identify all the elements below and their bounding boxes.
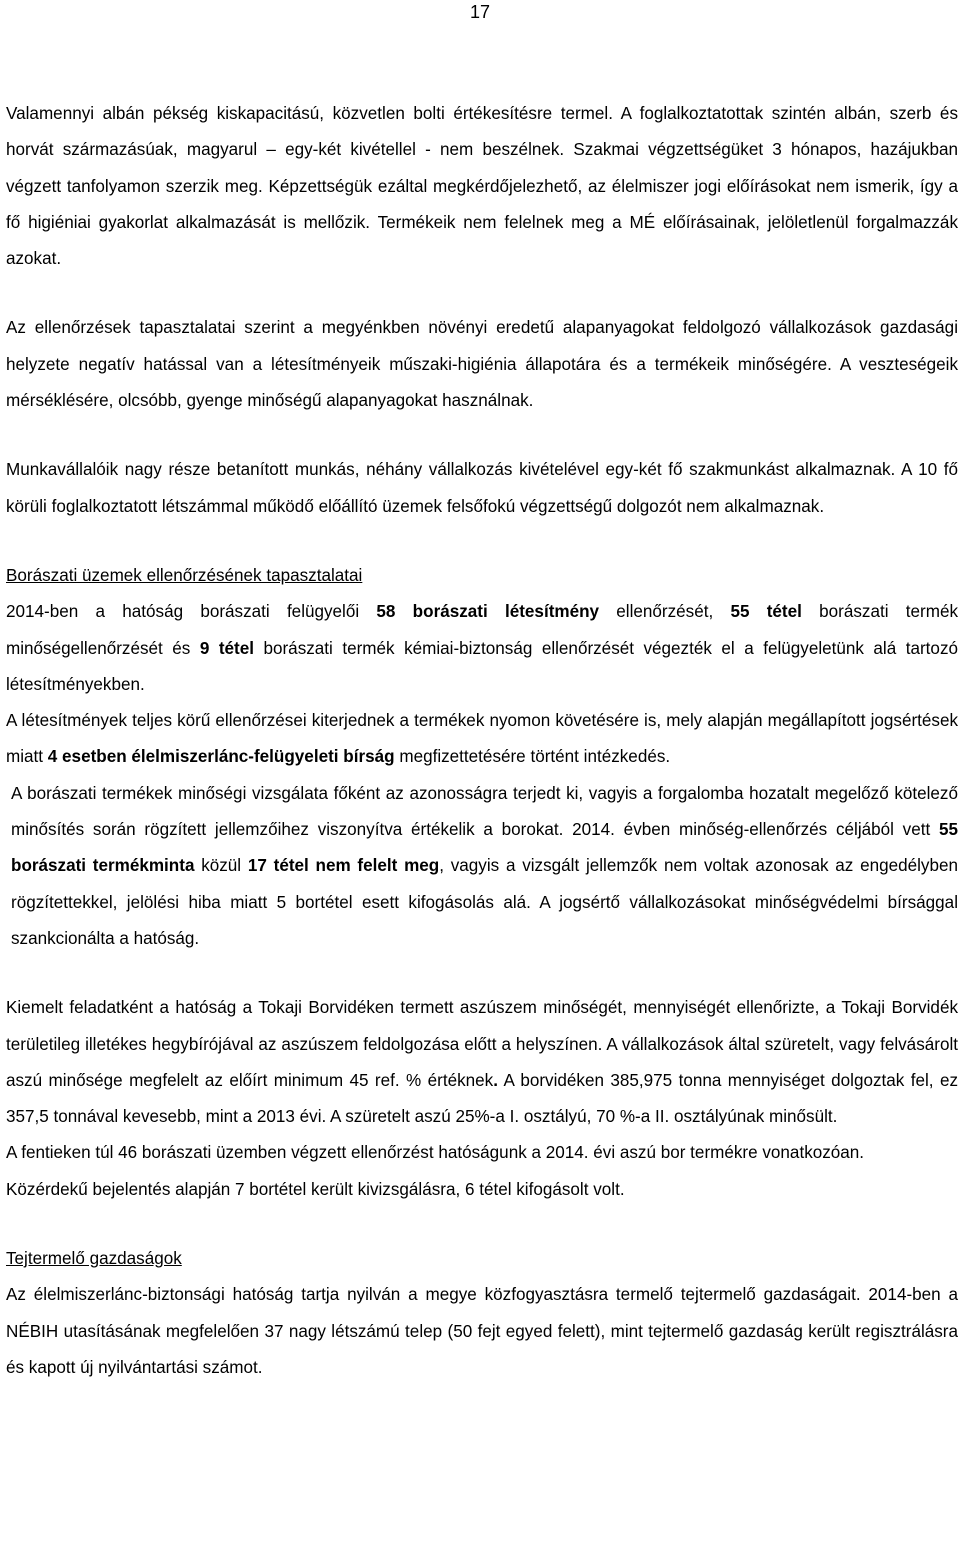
bold-text: 55 borászati termékminta <box>11 820 958 876</box>
paragraph-dairy-farms: Az élelmiszerlánc-biztonsági hatóság tartja nyilván a megye közfogyasztásra termelő tejtermelő gazdaságait. 2014-ben a NÉBIH utasításának megfelelően 37 nagy létszámú telep (50 fejt egyed felett), mint tejtermelő gazdaság került regisztrálásra és kapott új nyilvántartási számot. <box>6 1285 958 1377</box>
paragraph-public-reports: Közérdekű bejelentés alapján 7 bortétel került kivizsgálásra, 6 tétel kifogásolt volt. <box>6 1179 625 1199</box>
text-run: A borászati termékek minőségi vizsgálata főként az azonosságra terjedt ki, vagyis a forgalomba hozatalt megelőző kötelező minősítés során rögzített jellemzőihez viszonyítva értékelik a borokat. 2014. évben minőség-ellenőrzés céljából vett <box>11 783 958 840</box>
text-run: , vagyis a vizsgált jellemzők nem voltak azonosak az engedélyben rögzítettekkel, jelölési hiba miatt 5 bortétel esett kifogásolás alá. A jogsértő vállalkozásokat minőségvédelmi bírsággal szankcionálta a hatóság. <box>11 856 958 948</box>
document-body <box>6 96 958 1386</box>
bold-text: 17 tétel nem felelt meg <box>247 856 440 876</box>
spacer <box>6 419 958 452</box>
paragraph-employees: Munkavállalóik nagy része betanított munkás, néhány vállalkozás kivételével egy-két fő szakmunkást alkalmaznak. A 10 fő körüli foglalkoztatott létszámmal működő előállító üzemek felsőfokú végzettségű dolgozót nem alkalmaznak. <box>6 460 958 516</box>
paragraph-inspection-experience: Az ellenőrzések tapasztalatai szerint a megyénkben növényi eredetű alapanyagokat feldolgozó vállalkozások gazdasági helyzete negatív hatással van a létesítményeik műszaki-higiénia állapotára és a termékeik minőségére. A veszteségeik mérséklésére, olcsóbb, gyenge minőségű alapanyagokat használnak. <box>6 318 958 411</box>
paragraph-aszu-inspections: A fentieken túl 46 borászati üzemben végzett ellenőrzést hatóságunk a 2014. évi aszú bor termékre vonatkozóan. <box>6 1143 865 1163</box>
text-run: megfizettetésére történt intézkedés. <box>394 747 671 767</box>
text-run: közül <box>194 856 248 876</box>
text-run: A borvidéken 385,975 tonna mennyiséget dolgoztak fel, ez 357,5 tonnával kevesebb, mint a 2013 évi. A szüretelt aszú 25%-a I. osztályú, 70 %-a II. osztályúnak minősült. <box>6 1070 959 1127</box>
paragraph-tokaj-aszu <box>6 990 958 1135</box>
section-heading-wineries: Borászati üzemek ellenőrzésének tapasztalatai <box>6 565 363 585</box>
spacer <box>6 277 958 310</box>
bold-text: 55 tétel <box>730 602 802 622</box>
spacer <box>6 525 958 558</box>
text-run: A létesítmények teljes körű ellenőrzései kiterjednek a termékek nyomon követésére is, mely alapján megállapított jogsértések miatt <box>6 711 958 767</box>
bold-text: 9 tétel <box>199 638 254 658</box>
text-run: borászati termék minőségellenőrzését és <box>6 602 958 658</box>
spacer <box>6 957 958 990</box>
text-run: borászati termék kémiai-biztonság ellenőrzését végezték el a felügyeletünk alá tartozó létesítményekben. <box>6 638 958 694</box>
spacer <box>6 1208 958 1241</box>
paragraph-quality-testing <box>6 776 958 957</box>
bold-text: 58 borászati létesítmény <box>376 602 600 622</box>
paragraph-winery-inspections <box>6 594 958 703</box>
text-run: 2014-ben a hatóság borászati felügyelői <box>6 602 377 622</box>
section-heading-dairy: Tejtermelő gazdaságok <box>6 1249 182 1269</box>
text-run: ellenőrzését, <box>599 602 731 622</box>
bold-text: 4 esetben élelmiszerlánc-felügyeleti bírság <box>47 747 395 767</box>
page-number: 17 <box>469 2 491 22</box>
text-run: Kiemelt feladatként a hatóság a Tokaji Borvidéken termett aszúszem minőségét, mennyiségét ellenőrizte, a Tokaji Borvidék területileg illetékes hegybírójával az aszúszem feldolgozása előtt a helyszínen. A vállalkozások által szüretelt, vagy felvásárolt aszú minősége megfelelt az előírt minimum 45 ref. % értéknek <box>6 998 958 1090</box>
paragraph-traceability <box>6 703 958 776</box>
bold-text: . <box>493 1070 498 1090</box>
paragraph-albanian-bakeries: Valamennyi albán pékség kiskapacitású, közvetlen bolti értékesítésre termel. A foglalkoztatottak szintén albán, szerb és horvát származásúak, magyarul – egy-két kivétellel - nem beszélnek. Szakmai végzettségüket 3 hónapos, hazájukban végzett tanfolyamon szerzik meg. Képzettségük ezáltal megkérdőjelezhető, az élelmiszer jogi előírásokat nem ismerik, így a fő higiéniai gyakorlat alkalmazását is mellőzik. Termékeik nem felelnek meg a MÉ előírásainak, jelöletlenül forgalmazzák azokat. <box>6 104 958 269</box>
